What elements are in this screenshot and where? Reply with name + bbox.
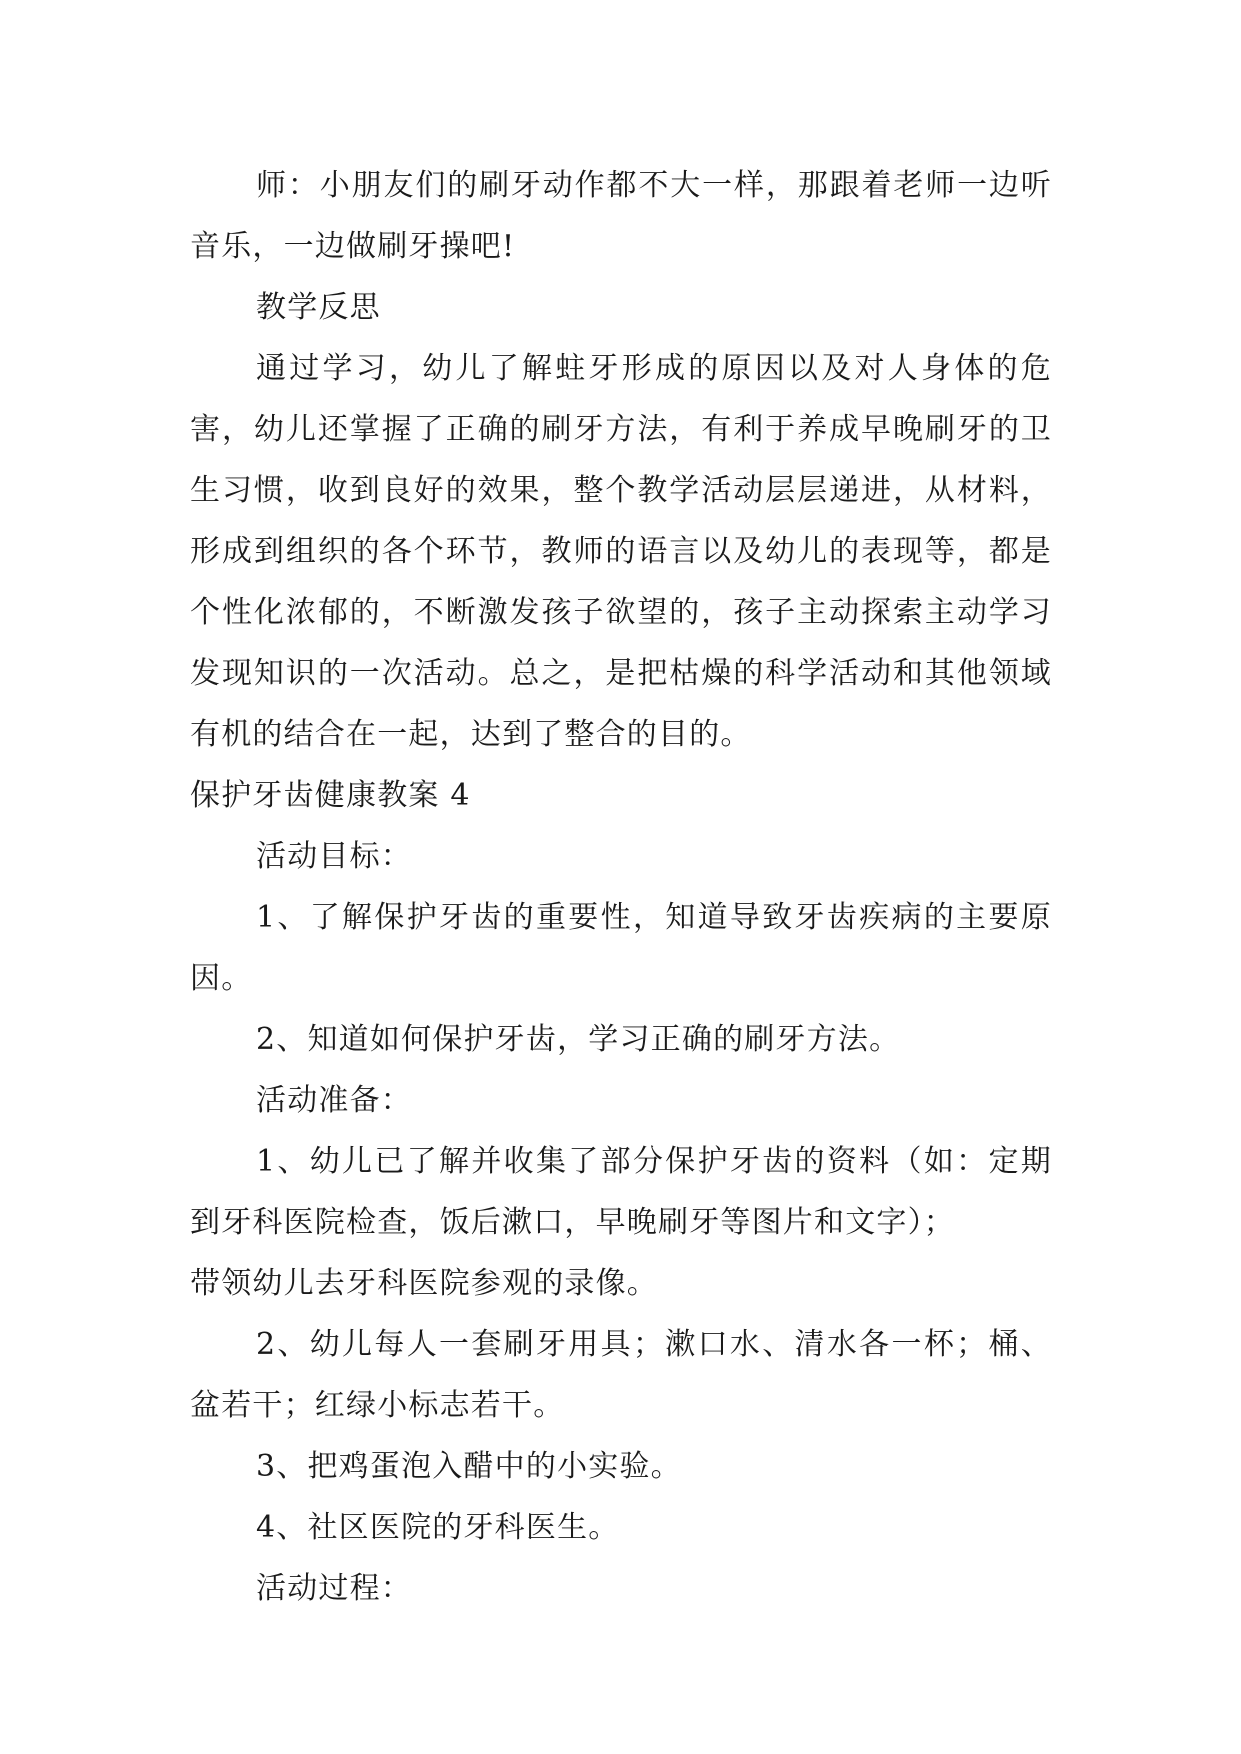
paragraph-reflection-body: 通过学习，幼儿了解蛀牙形成的原因以及对人身体的危害，幼儿还掌握了正确的刷牙方法，有利于养成早晚刷牙的卫生习惯，收到良好的效果，整个教学活动层层递进，从材料，形成到组织的各个环节，教师的语言以及幼儿的表现等，都是个性化浓郁的，不断激发孩子欲望的，孩子主动探索主动学习发现知识的一次活动。总之，是把枯燥的科学活动和其他领域有机的结合在一起，达到了整合的目的。 — [190, 351, 1052, 752]
paragraph-goal-1: 1、了解保护牙齿的重要性，知道导致牙齿疾病的主要原因。 — [190, 900, 1052, 996]
paragraph-goals-heading: 活动目标： — [256, 839, 412, 874]
paragraph-reflection-heading: 教学反思 — [256, 290, 381, 325]
paragraph-goal-2: 2、知道如何保护牙齿，学习正确的刷牙方法。 — [256, 1022, 901, 1057]
paragraph-process-heading: 活动过程： — [256, 1571, 412, 1606]
paragraph-preparation-1-cont: 带领幼儿去牙科医院参观的录像。 — [190, 1266, 658, 1301]
paragraph-preparation-1: 1、幼儿已了解并收集了部分保护牙齿的资料（如：定期到牙科医院检查，饭后漱口，早晚刷牙等图片和文字）； — [190, 1144, 1052, 1240]
document-body — [190, 155, 1052, 1619]
paragraph-preparation-4: 4、社区医院的牙科医生。 — [256, 1510, 620, 1545]
paragraph-teacher-dialogue: 师：小朋友们的刷牙动作都不大一样，那跟着老师一边听音乐，一边做刷牙操吧! — [190, 168, 1052, 264]
paragraph-preparation-2: 2、幼儿每人一套刷牙用具；漱口水、清水各一杯；桶、盆若干；红绿小标志若干。 — [190, 1327, 1052, 1423]
paragraph-preparation-3: 3、把鸡蛋泡入醋中的小实验。 — [256, 1449, 682, 1484]
section-title: 保护牙齿健康教案 4 — [190, 778, 471, 813]
paragraph-preparation-heading: 活动准备： — [256, 1083, 412, 1118]
